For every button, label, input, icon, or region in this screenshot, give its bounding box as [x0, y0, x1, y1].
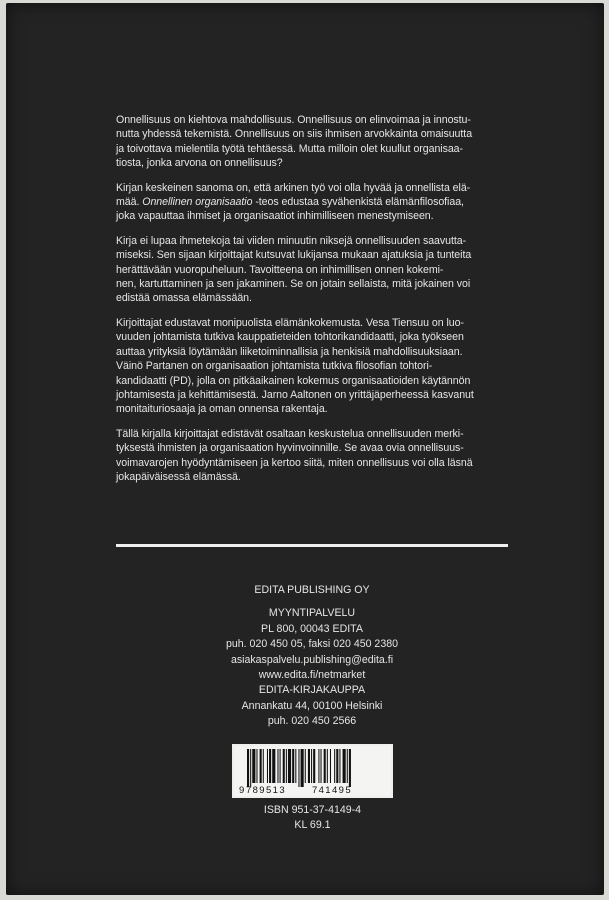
text-segment: -teos edustaa syvähenkistä elämänfilosofiaa,	[252, 196, 464, 209]
text-line: auttaa yrityksiä löytämään liiketoiminnallisia ja henkisiä mahdollisuuksiaan.	[116, 345, 463, 358]
barcode-bar	[343, 749, 346, 783]
text-line: ja toivottava mielentila työtä tehtäessä. Mutta milloin olet kuullut organisaa-	[116, 142, 464, 155]
publisher-email: asiakaspalvelu.publishing@edita.fi	[230, 653, 394, 666]
barcode-bar	[336, 749, 338, 783]
text-line: nen, kartuttaminen ja sen jakaminen. Se on jotain sellaista, mitä jokainen voi	[116, 278, 471, 291]
text-line: Kirja ei lupaa ihmetekoja tai viiden minuutin niksejä onnellisuuden saavutta-	[116, 234, 467, 247]
horizontal-divider	[116, 544, 508, 547]
text-line: edistää omassa elämässään.	[116, 292, 252, 305]
shop-title: EDITA-KIRJAKAUPPA	[258, 684, 366, 697]
barcode-bar	[260, 749, 262, 783]
book-back-cover	[6, 3, 604, 895]
spacer	[116, 598, 508, 606]
barcode-bar	[269, 749, 271, 783]
barcode-bar	[250, 749, 251, 787]
barcode-bar	[263, 749, 264, 783]
barcode-bar	[349, 749, 351, 787]
text-line: Onnellisuus on kiehtova mahdollisuus. Onnellisuus on elinvoimaa ja innostu-	[116, 114, 471, 126]
paragraph-5	[116, 427, 508, 485]
barcode-bar	[318, 749, 319, 783]
text-line: monitaituriosaaja ja oman onnensa rakentaja.	[116, 403, 328, 416]
barcode-bar	[286, 749, 287, 783]
barcode-bar	[301, 749, 304, 787]
barcode-bar	[292, 749, 294, 783]
barcode-bar	[252, 749, 255, 783]
text-line: johtamisesta ja kehittämisestä. Jarno Aaltonen on yrittäjäperheessä kasvanut	[116, 388, 474, 401]
book-title-italic: Onnellinen organisaatio	[142, 196, 253, 209]
text-line	[116, 195, 508, 209]
barcode-digits-right: 741495	[311, 785, 353, 796]
barcode-bar	[280, 749, 281, 783]
barcode	[232, 744, 393, 798]
paragraph-2	[116, 181, 508, 224]
text-segment: mää.	[116, 196, 143, 209]
sales-title: MYYNTIPALVELU	[268, 607, 356, 620]
paragraph-4	[116, 316, 508, 417]
blurb-text	[116, 113, 508, 494]
barcode-bar	[313, 749, 315, 783]
publisher-name: EDITA PUBLISHING OY	[254, 584, 370, 596]
barcode-digits-left: 789513	[245, 785, 287, 796]
text-line: voimavarojen hyödyntämiseen ja kertoo siitä, miten onnellisuus voi olla läsnä	[116, 456, 473, 469]
paragraph-1	[116, 113, 508, 171]
barcode-bar	[288, 749, 291, 783]
barcode-bars	[247, 749, 351, 787]
library-classification: KL 69.1	[294, 819, 331, 832]
barcode-digit-first: 9	[239, 785, 245, 796]
barcode-bar	[295, 749, 296, 783]
barcode-graphic	[234, 746, 391, 796]
text-line: kandidaatti (PD), jolla on pitkäaikainen kokemus organisaatioiden käytännön	[116, 374, 471, 387]
barcode-bar	[283, 749, 285, 783]
barcode-bar	[347, 749, 348, 783]
barcode-bar	[311, 749, 312, 783]
text-line: tiosta, jonka arvona on onnellisuus?	[116, 157, 283, 170]
publisher-address: PL 800, 00043 EDITA	[261, 622, 363, 635]
barcode-bar	[321, 749, 322, 783]
text-line: tyksestä ihmisten ja organisaation hyvinvoinnille. Se avaa ovia onnellisuus-	[116, 442, 464, 455]
text-line: Väinö Partanen on organisaation johtamista tutkiva filosofian tohtori-	[116, 360, 433, 373]
isbn-info	[232, 803, 393, 834]
barcode-bar	[324, 749, 326, 783]
publisher-web: www.edita.fi/netmarket	[258, 669, 366, 682]
text-line: Kirjan keskeinen sanoma on, että arkinen työ voi olla hyvää ja onnellista elä-	[116, 181, 471, 194]
paragraph-3	[116, 234, 508, 306]
publisher-info	[116, 583, 508, 730]
barcode-bar	[256, 749, 257, 783]
text-line: jokapäiväisessä elämässä.	[116, 470, 241, 483]
text-line: joka vapauttaa ihmiset ja organisaatiot inhimilliseen menestymiseen.	[116, 210, 434, 223]
barcode-bar	[334, 749, 335, 783]
barcode-bar	[305, 749, 306, 783]
text-line: miseksi. Sen sijaan kirjoittajat kutsuvat lukijansa mukaan ajatuksia ja tunteita	[116, 249, 472, 262]
text-line: vuuden johtamista tutkiva kauppatieteiden tohtorikandidaatti, joka työkseen	[116, 331, 464, 344]
shop-phone: puh. 020 450 2566	[267, 715, 357, 728]
text-line: Tällä kirjalla kirjoittajat edistävät osaltaan keskustelua onnellisuuden merki-	[116, 427, 464, 440]
barcode-bar	[298, 749, 299, 787]
barcode-bar	[339, 749, 340, 783]
text-line: nutta yhdessä tekemistä. Onnellisuus on siis ihmisen arvokkainta omaisuutta	[116, 128, 473, 141]
shop-address: Annankatu 44, 00100 Helsinki	[241, 699, 383, 712]
barcode-bar	[330, 749, 331, 783]
barcode-bar	[277, 749, 278, 783]
barcode-bar	[308, 749, 310, 783]
publisher-phone-fax: puh. 020 450 05, faksi 020 450 2380	[226, 638, 398, 651]
barcode-bar	[327, 749, 328, 783]
isbn-number: ISBN 951-37-4149-4	[263, 804, 362, 816]
text-line: herättävään vuoropuheluun. Tavoitteena on inhimillisen onnen kokemi-	[116, 263, 444, 276]
barcode-bar	[267, 749, 268, 783]
text-line: Kirjoittajat edustavat monipuolista elämänkokemusta. Vesa Tiensuu on luo-	[116, 316, 464, 329]
barcode-bar	[247, 749, 249, 787]
barcode-bar	[272, 749, 275, 783]
